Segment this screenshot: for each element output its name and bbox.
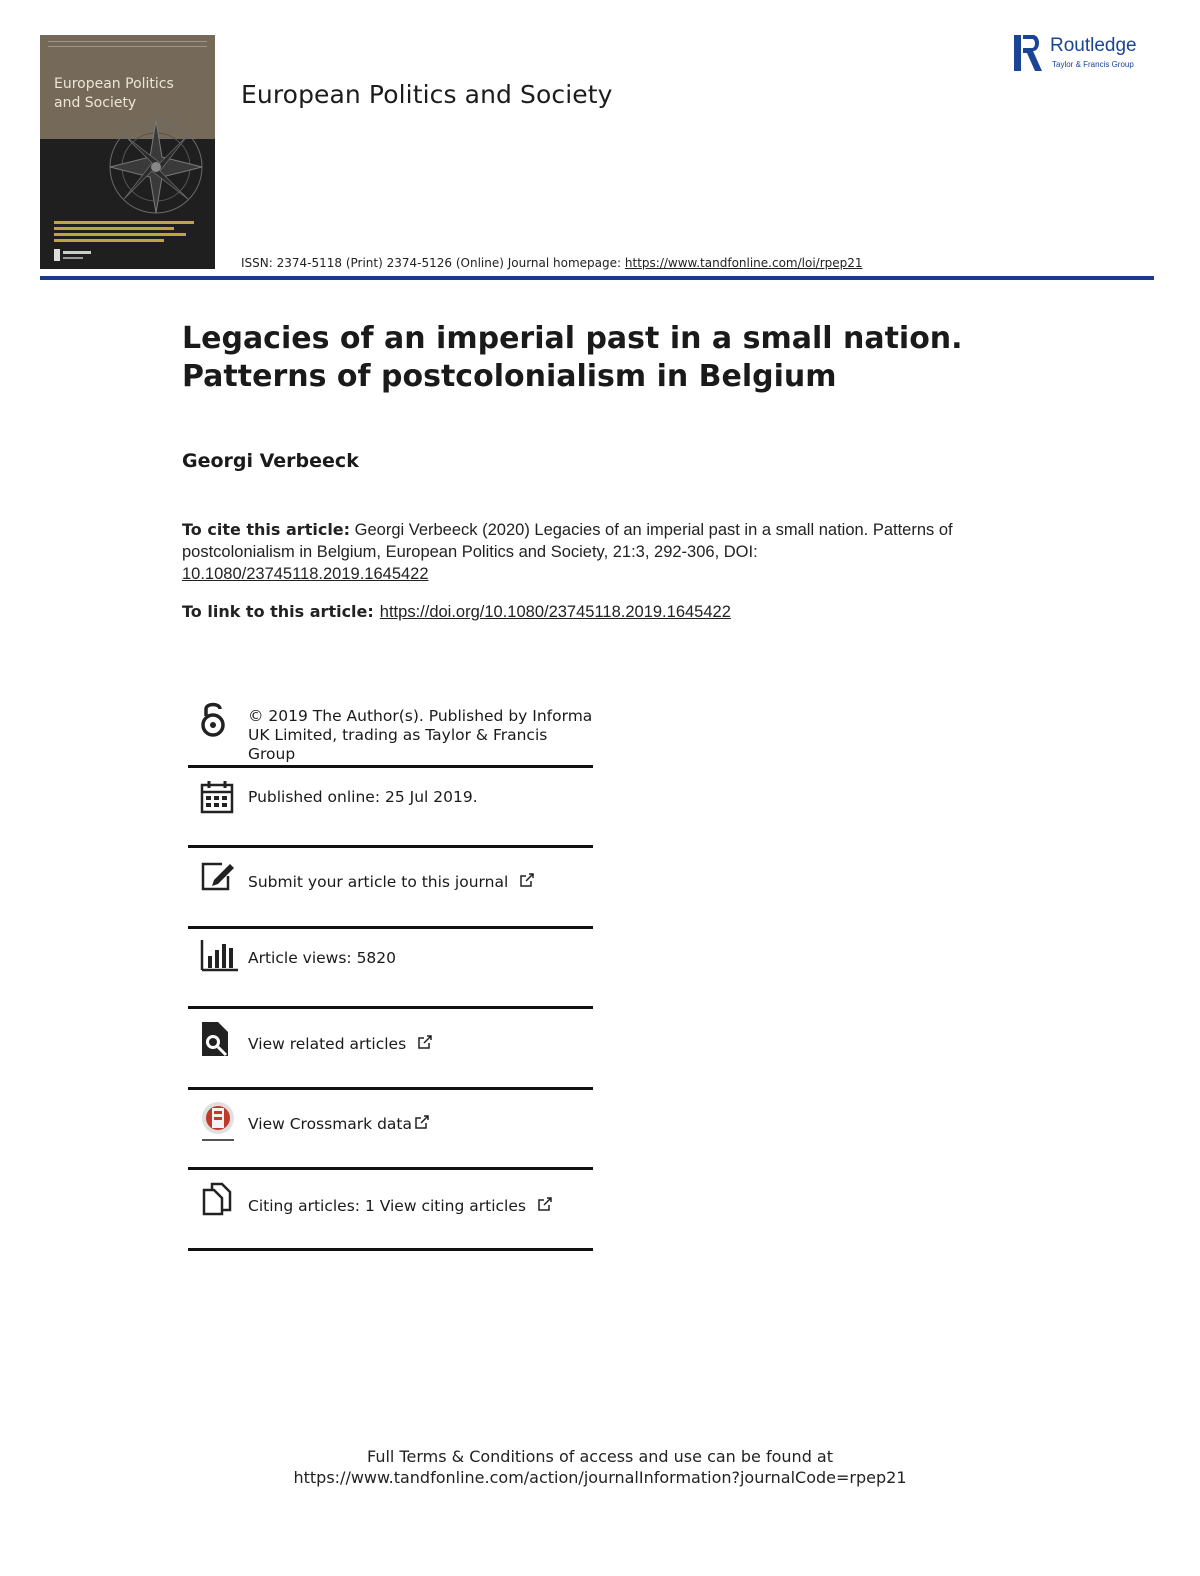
publisher-name: Routledge <box>1050 35 1137 56</box>
footer <box>0 1446 1200 1488</box>
link-label: To link to this article: <box>182 602 374 621</box>
info-divider <box>188 1087 593 1090</box>
edit-icon <box>200 860 236 892</box>
cite-label: To cite this article: <box>182 520 351 539</box>
related-text[interactable] <box>248 1034 433 1054</box>
submit-label[interactable]: Submit your article to this journal <box>248 873 509 891</box>
publisher-subtitle: Taylor & Francis Group <box>1052 60 1134 69</box>
issn-line <box>241 256 863 270</box>
journal-homepage-link[interactable]: https://www.tandfonline.com/loi/rpep21 <box>624 256 863 270</box>
header-divider <box>40 276 1154 280</box>
crossmark-text[interactable] <box>248 1114 430 1134</box>
copyright-line2: UK Limited, trading as Taylor & Francis <box>248 726 548 744</box>
copyright-line3: Group <box>248 745 296 763</box>
crossmark-label[interactable]: View Crossmark data <box>248 1115 412 1133</box>
info-divider <box>188 845 593 848</box>
cite-text: Georgi Verbeeck (2020) Legacies of an imperial past in a small nation. Patterns of postcolonialism in Belgium, European Politics and Society, 21:3, 292-306, DOI: <box>182 521 953 561</box>
submit-text[interactable] <box>248 872 535 892</box>
author-name: Georgi Verbeeck <box>182 450 359 472</box>
external-link-icon <box>519 872 535 888</box>
search-document-icon <box>200 1020 230 1058</box>
calendar-icon <box>200 780 234 814</box>
copyright-text <box>248 707 592 764</box>
article-title <box>182 320 1062 396</box>
external-link-icon <box>537 1196 553 1212</box>
crossmark-row[interactable] <box>188 1100 593 1160</box>
published-row <box>188 778 593 838</box>
article-title-line2: Patterns of postcolonialism in Belgium <box>182 359 837 394</box>
citing-label[interactable]: Citing articles: 1 View citing articles <box>248 1197 526 1215</box>
open-access-icon <box>200 700 226 738</box>
footer-terms: Full Terms & Conditions of access and use can be found at <box>366 1447 834 1466</box>
external-link-icon <box>417 1034 433 1050</box>
cover-strip <box>48 41 207 47</box>
views-text: Article views: 5820 <box>248 949 397 967</box>
citing-row[interactable] <box>188 1182 593 1242</box>
copyright-line1: © 2019 The Author(s). Published by Informa <box>248 707 593 725</box>
article-link-block <box>182 602 731 622</box>
article-title-line1: Legacies of an imperial past in a small nation. <box>182 321 963 356</box>
info-divider <box>188 1248 593 1251</box>
views-row <box>188 938 593 998</box>
issn-text: ISSN: 2374-5118 (Print) 2374-5126 (Online) Journal homepage: <box>241 256 625 270</box>
citation-block <box>182 519 982 585</box>
copyright-row <box>188 700 593 766</box>
external-link-icon <box>414 1114 430 1130</box>
copy-documents-icon <box>200 1182 236 1216</box>
routledge-r-icon <box>1014 33 1044 73</box>
related-row[interactable] <box>188 1020 593 1080</box>
related-label[interactable]: View related articles <box>248 1035 407 1053</box>
publisher-logo <box>1014 33 1159 75</box>
cite-doi-link[interactable]: 10.1080/23745118.2019.1645422 <box>182 565 429 583</box>
info-divider <box>188 765 593 768</box>
info-divider <box>188 1006 593 1009</box>
bar-chart-icon <box>200 940 240 972</box>
info-divider <box>188 1167 593 1170</box>
citing-text[interactable] <box>248 1196 553 1216</box>
routledge-logo-icon <box>54 249 94 263</box>
published-text: Published online: 25 Jul 2019. <box>248 788 478 806</box>
submit-row[interactable] <box>188 858 593 918</box>
crossmark-icon <box>200 1100 236 1142</box>
cover-title: European Politics and Society <box>54 76 174 111</box>
info-divider <box>188 926 593 929</box>
article-doi-link[interactable]: https://doi.org/10.1080/23745118.2019.1645422 <box>379 603 731 621</box>
journal-cover <box>40 35 215 269</box>
cover-text-lines <box>54 221 199 245</box>
journal-title: European Politics and Society <box>241 80 613 109</box>
star-emblem-icon <box>106 117 206 217</box>
footer-terms-url[interactable]: https://www.tandfonline.com/action/journalInformation?journalCode=rpep21 <box>293 1468 907 1487</box>
